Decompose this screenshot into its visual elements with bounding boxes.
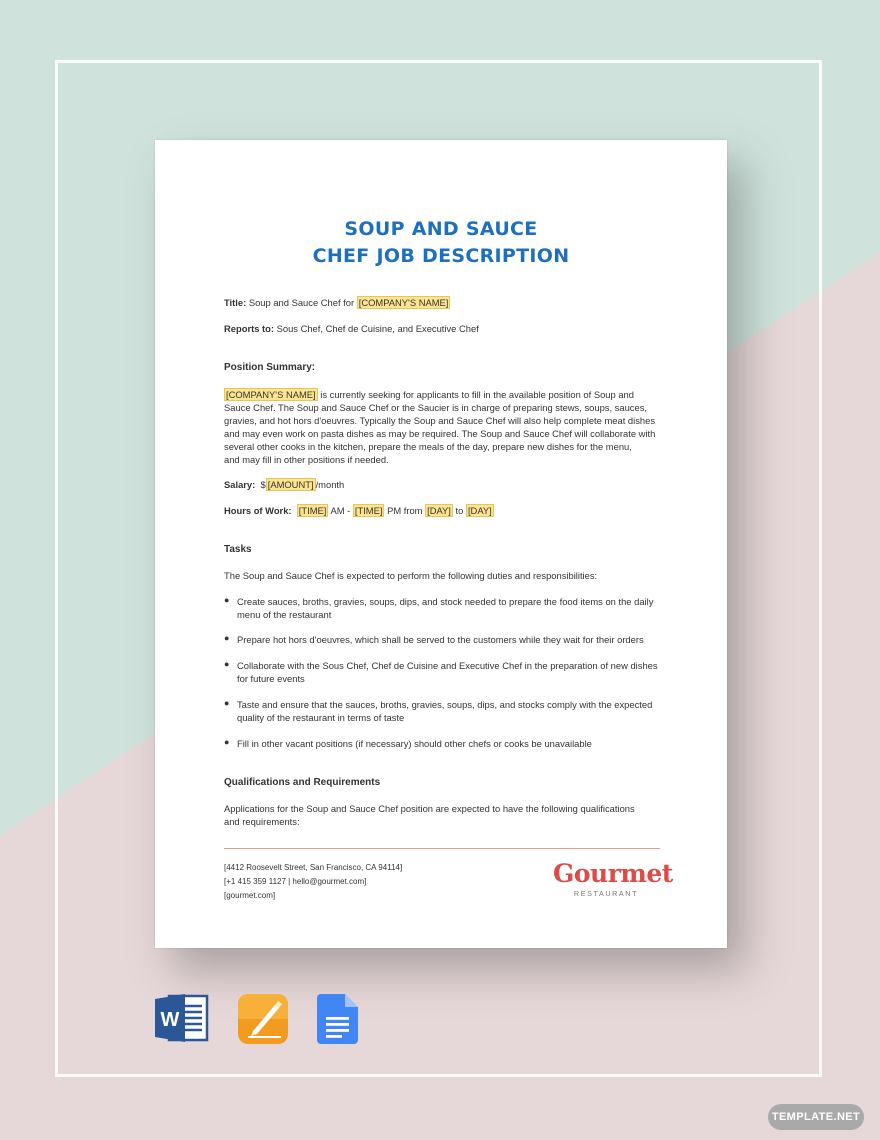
day-placeholder: [DAY]: [467, 505, 492, 516]
qualifications-intro: Applications for the Soup and Sauce Chef position are expected to have the following qualifications: [224, 803, 635, 814]
reports-value: Sous Chef, Chef de Cuisine, and Executive Chef: [274, 323, 479, 334]
document-title-line1: SOUP AND SAUCE: [344, 218, 538, 240]
footer-address: [4412 Roosevelt Street, San Francisco, CA 94114]: [224, 863, 403, 872]
footer-website: [gourmet.com]: [224, 891, 276, 900]
day-placeholder: [DAY]: [427, 505, 451, 516]
hours-label: Hours of Work:: [224, 505, 292, 516]
gourmet-logo: [553, 859, 673, 898]
company-name-placeholder: [COMPANY'S NAME]: [358, 297, 449, 308]
logo-name: Gourmet: [553, 859, 673, 888]
document-page: SOUP AND SAUCE CHEF JOB DESCRIPTION Title: Soup and Sauce Chef for [COMPANY'S NAME] Reports to: Sous Chef, Chef de Cuisine, and Executive Chef Position Summary: [COMPANY'S NAME] is currently seeking for applicants to fill in the available position of Soup and Sauce Chef. The Soup and Sauce Chef or the Saucier is in charge of preparing stews, soups, sauces, gravies, and hot hors d'oeuvres. Typically the Soup and Sauce Chef will also help complete meat dishes and may even work on pasta dishes as may be required. The Soup and Sauce Chef will collaborate with several other cooks in the kitchen, prepare the meals of the day, prepare new dishes for the menu, and may fill in other positions if needed. Salary: $ [AMOUNT] /month Hours of Work: [TIME] AM - [TIME] PM from [DAY] to [DAY] Tasks The Soup and Sauce Chef is expected to perform the following duties and responsibilities: ● Create sauces, broths, gravies, soups, dips, and stock needed to prepare the food items on the daily menu of the restaurant ● Prepare hot hors d'oeuvres, which shall be served to the customers while they wait for their orders ● Collaborate with the Sous Chef, Chef de Cuisine and Executive Chef in the preparation of new dishes for future events ● Taste and ensure that the sauces, broths, gravies, soups, dips, and stocks comply with the expected quality of the restaurant in terms of taste ● Fill in other vacant positions (if necessary) should other chefs or cooks be unavailable Qualifications and Requirements Applications for the Soup and Sauce Chef position are expected to have the following qualifications and requirements: [4412 Roosevelt Street, San Francisco, CA 94114] [+1 415 359 1127 | hello@gourmet.com] [gourmet.com] Gourmet RESTAURANT: [155, 140, 727, 948]
qualifications-intro: and requirements:: [224, 816, 300, 827]
salary-label: Salary:: [224, 479, 256, 490]
document-title-line2: CHEF JOB DESCRIPTION: [312, 245, 570, 267]
word-icon[interactable]: [155, 993, 209, 1043]
footer-divider: [224, 848, 660, 849]
template-net-badge[interactable]: TEMPLATE.NET: [768, 1104, 864, 1130]
footer-contact: [+1 415 359 1127 | hello@gourmet.com]: [224, 877, 367, 886]
title-label: Title:: [224, 297, 247, 308]
position-summary-line: several other cooks in the kitchen, prepare the meals of the day, prepare new dishes for the menu,: [224, 441, 632, 452]
hours-of-work-field: Hours of Work: [TIME] AM - [TIME] PM from [DAY] to [DAY]: [224, 505, 492, 516]
title-field: [224, 296, 660, 309]
salary-field: Salary: $ [AMOUNT] /month: [224, 479, 345, 490]
position-summary-line: gravies, and hot hors d'oeuvres. Typically the Soup and Sauce Chef will also help complete meat dishes: [224, 415, 656, 426]
position-summary-line: and may even work on pasta dishes as may be required. The Soup and Sauce Chef will collaborate with: [224, 428, 656, 439]
time-placeholder: [TIME]: [298, 505, 327, 516]
position-summary-heading: Position Summary:: [224, 362, 316, 373]
reports-to-field: [224, 322, 660, 335]
reports-label: Reports to:: [224, 323, 274, 334]
qualifications-heading: Qualifications and Requirements: [224, 777, 381, 788]
pages-icon[interactable]: [237, 993, 289, 1045]
google-docs-icon[interactable]: [317, 993, 359, 1045]
tasks-intro: The Soup and Sauce Chef is expected to perform the following duties and responsibilities:: [224, 570, 598, 581]
time-placeholder: [TIME]: [354, 505, 383, 516]
position-summary-line: [COMPANY'S NAME] is currently seeking for applicants to fill in the available position of Soup and: [226, 389, 634, 400]
position-summary-line: Sauce Chef. The Soup and Sauce Chef or the Saucier is in charge of preparing stews, soups, sauces,: [224, 402, 647, 413]
word-letter: W: [160, 1009, 180, 1031]
logo-sub: RESTAURANT: [573, 889, 639, 898]
title-value: Soup and Sauce Chef for: [246, 297, 357, 308]
tasks-heading: Tasks: [224, 544, 252, 555]
company-name-placeholder: [COMPANY'S NAME]: [226, 389, 316, 400]
position-summary-line: and may fill in other positions if needed.: [224, 454, 389, 465]
amount-placeholder: [AMOUNT]: [267, 479, 314, 490]
